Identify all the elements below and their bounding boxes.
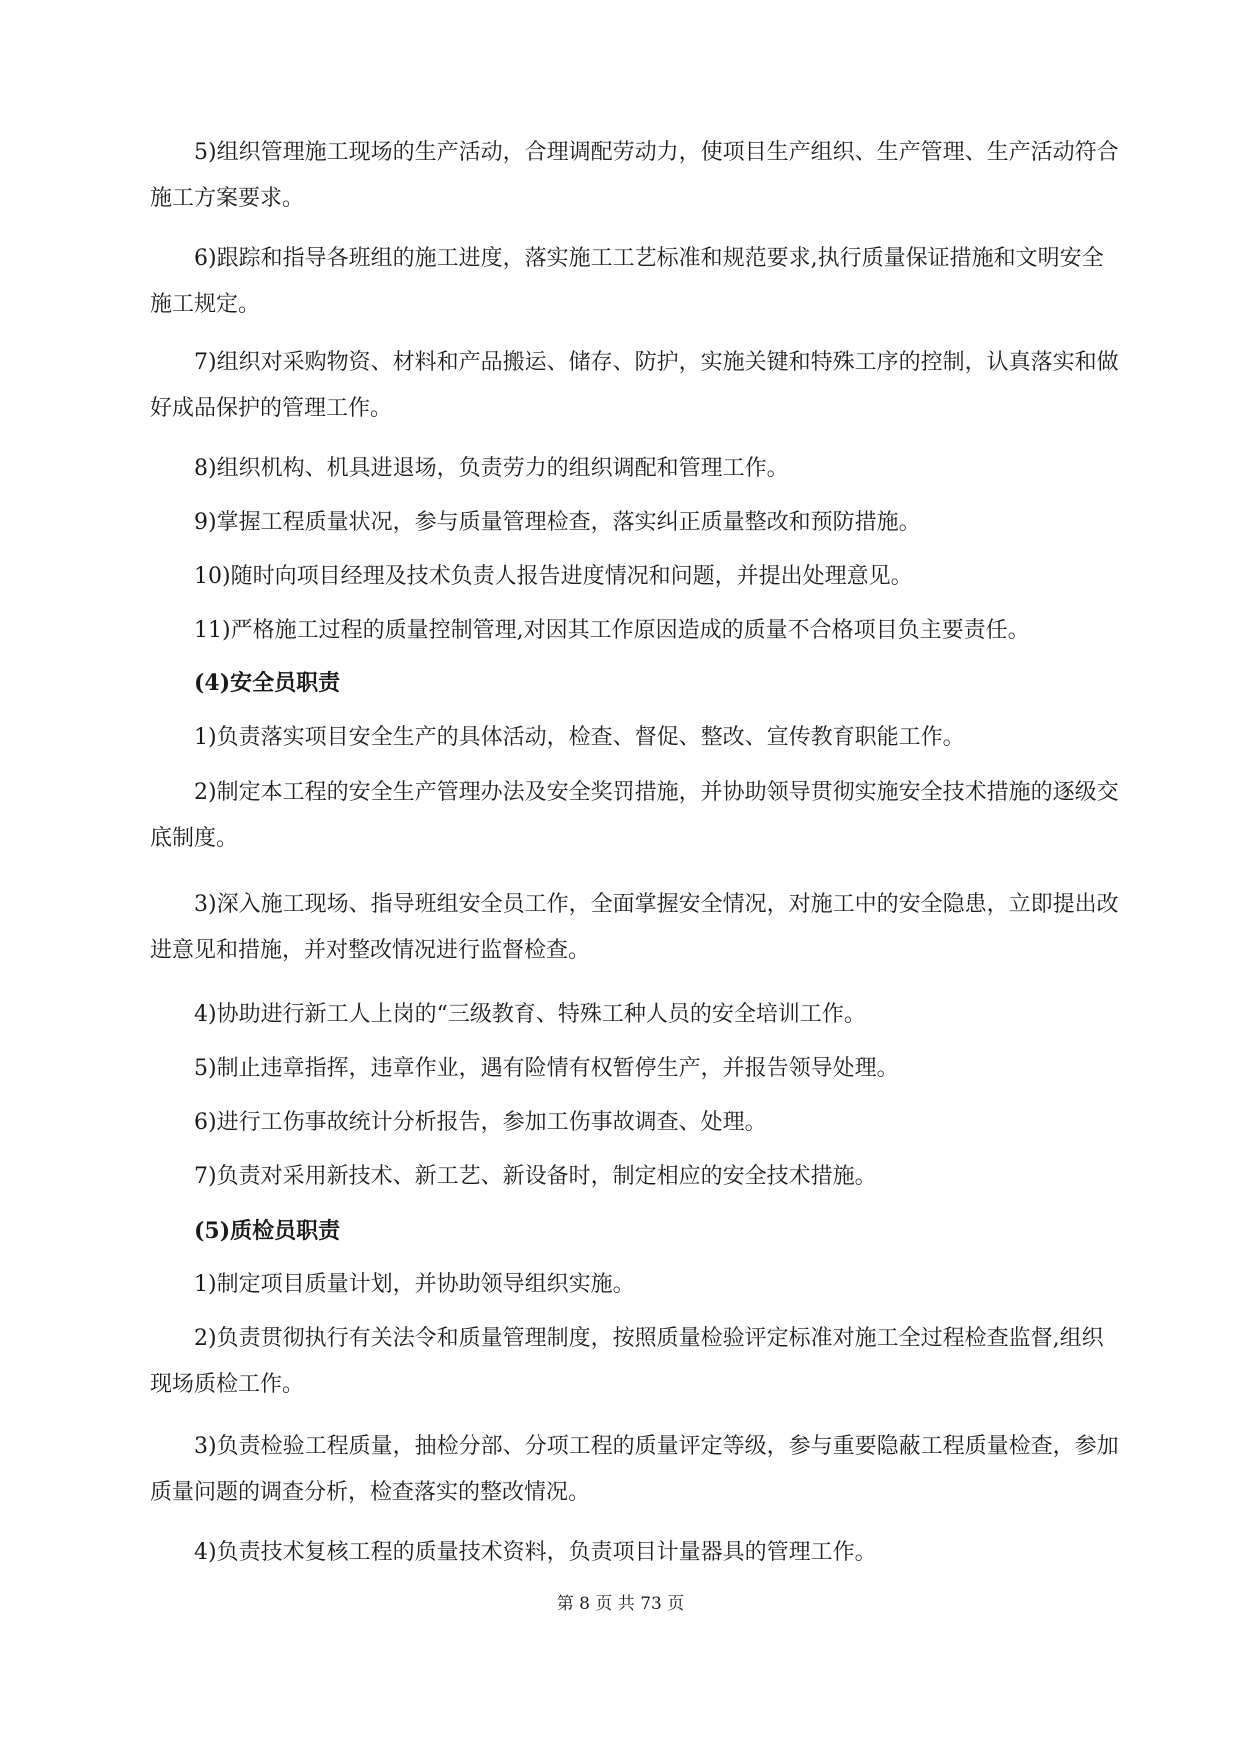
paragraph: 3)深入施工现场、指导班组安全员工作，全面掌握安全情况，对施工中的安全隐患，立即提出改进意见和措施，并对整改情况进行监督检查。 (150, 892, 1119, 963)
paragraph: 8)组织机构、机具进退场，负责劳力的组织调配和管理工作。 (194, 456, 789, 481)
paragraph: 2)制定本工程的安全生产管理办法及安全奖罚措施，并协助领导贯彻实施安全技术措施的逐级交底制度。 (150, 780, 1119, 851)
paragraph: 1)制定项目质量计划，并协助领导组织实施。 (194, 1272, 635, 1297)
paragraph: 4)协助进行新工人上岗的“三级教育、特殊工种人员的安全培训工作。 (194, 1002, 866, 1027)
paragraph: 6)进行工伤事故统计分析报告，参加工伤事故调查、处理。 (194, 1110, 767, 1135)
paragraph: 4)负责技术复核工程的质量技术资料，负责项目计量器具的管理工作。 (194, 1540, 877, 1565)
paragraph: 9)掌握工程质量状况，参与质量管理检查，落实纠正质量整改和预防措施。 (194, 510, 921, 535)
section-heading: (5)质检员职责 (194, 1218, 341, 1244)
paragraph: 1)负责落实项目安全生产的具体活动，检查、督促、整改、宣传教育职能工作。 (194, 725, 965, 750)
paragraph: 6)跟踪和指导各班组的施工进度，落实施工工艺标准和规范要求,执行质量保证措施和文明安全施工规定。 (150, 246, 1104, 317)
paragraph: 2)负责贯彻执行有关法令和质量管理制度，按照质量检验评定标准对施工全过程检查监督,组织现场质检工作。 (150, 1326, 1104, 1397)
paragraph: 10)随时向项目经理及技术负责人报告进度情况和问题，并提出处理意见。 (194, 564, 913, 589)
paragraph: 5)组织管理施工现场的生产活动，合理调配劳动力，使项目生产组织、生产管理、生产活动符合施工方案要求。 (150, 140, 1119, 211)
paragraph: 7)组织对采购物资、材料和产品搬运、储存、防护，实施关键和特殊工序的控制，认真落实和做好成品保护的管理工作。 (150, 350, 1119, 421)
section-heading: (4)安全员职责 (194, 670, 341, 696)
paragraph: 3)负责检验工程质量，抽检分部、分项工程的质量评定等级，参与重要隐蔽工程质量检查，参加质量问题的调查分析，检查落实的整改情况。 (150, 1434, 1119, 1505)
paragraph: 11)严格施工过程的质量控制管理,对因其工作原因造成的质量不合格项目负主要责任。 (194, 618, 1030, 643)
paragraph: 7)负责对采用新技术、新工艺、新设备时，制定相应的安全技术措施。 (194, 1164, 877, 1189)
page-footer: 第 8 页 共 73 页 (556, 1594, 685, 1614)
paragraph: 5)制止违章指挥，违章作业，遇有险情有权暂停生产，并报告领导处理。 (194, 1056, 899, 1081)
